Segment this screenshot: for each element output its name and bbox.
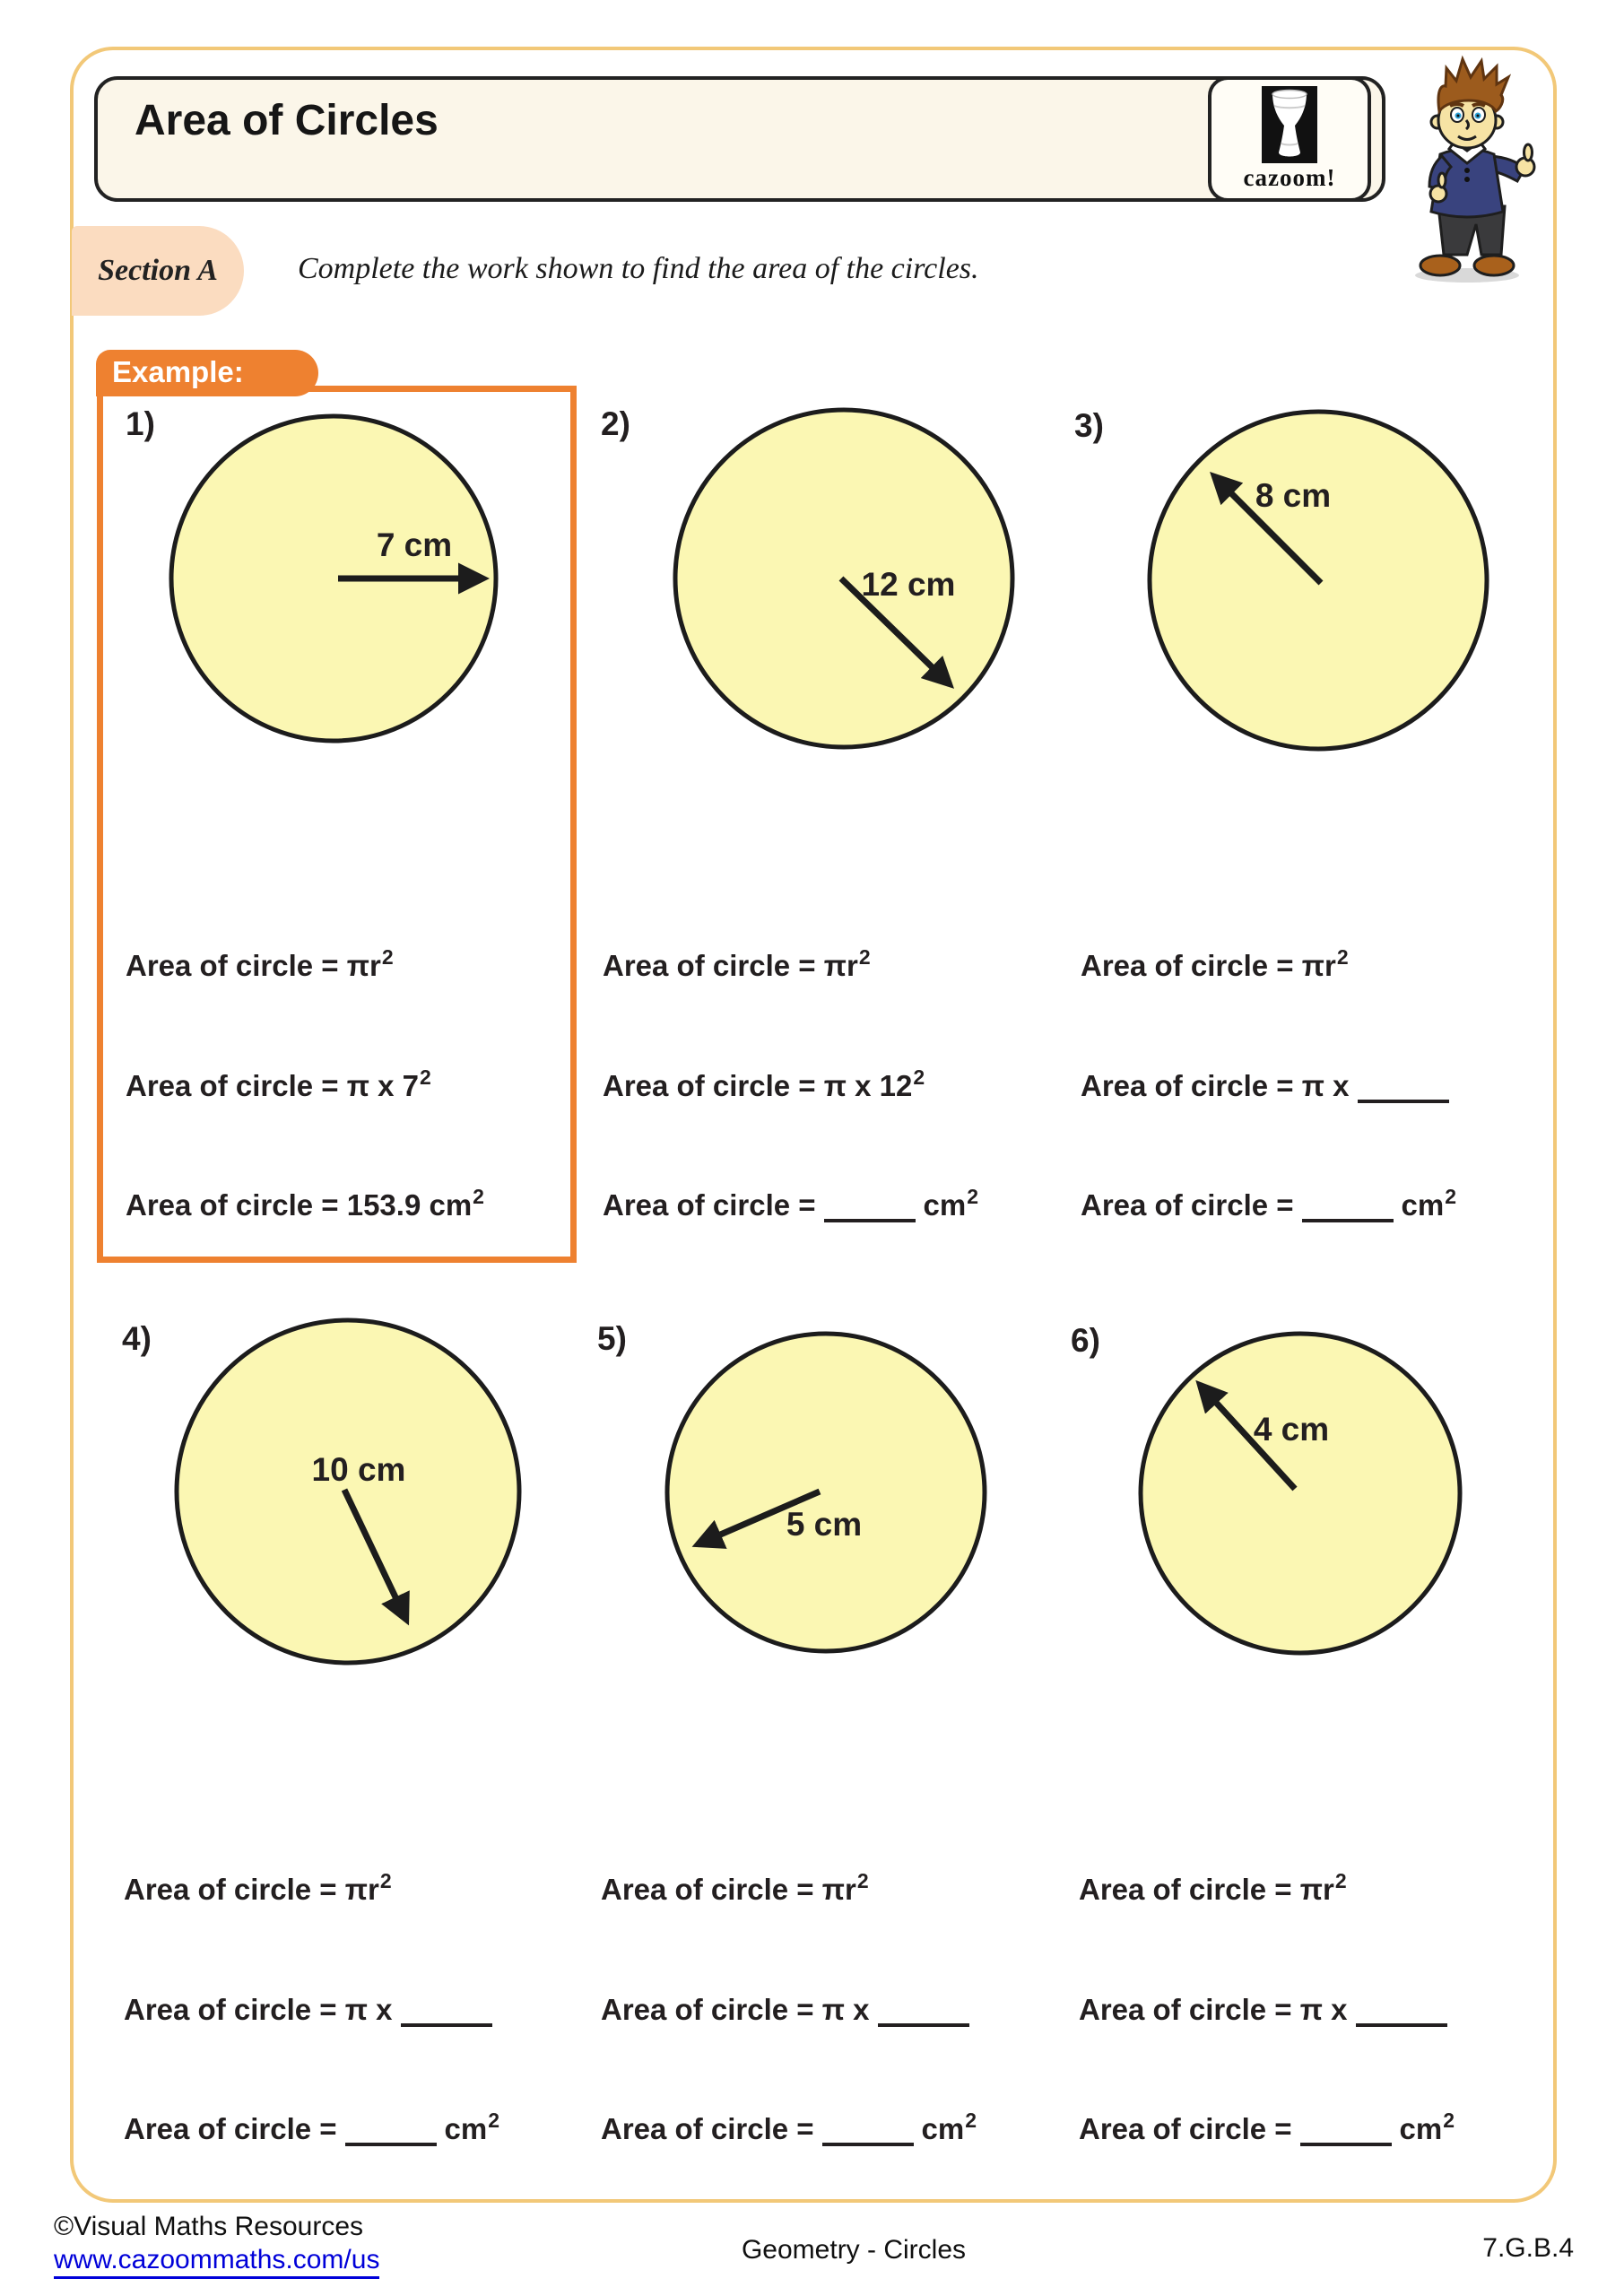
answer-blank [1300, 2116, 1392, 2146]
section-a-label: Section A [98, 254, 218, 287]
problem-6-circle-diagram [1133, 1326, 1467, 1660]
footer-copyright: ©Visual Maths Resources [54, 2212, 364, 2241]
problem-3-radius-label: 8 cm [1255, 477, 1332, 514]
footer-topic-label: Geometry - Circles [741, 2235, 967, 2265]
problem-6-equation-formula: Area of circle = πr2 [1079, 1869, 1347, 1906]
problem-3-circle-diagram [1142, 404, 1494, 756]
answer-blank [878, 1996, 969, 2027]
problem-1-number: 1) [126, 405, 155, 442]
problem-5-equation-formula: Area of circle = πr2 [601, 1869, 869, 1906]
problem-6-equation-answer: Area of circle = cm2 [1079, 2109, 1455, 2145]
problem-2-radius-label: 12 cm [861, 566, 956, 603]
problem-5-number: 5) [597, 1320, 627, 1357]
problem-5-radius-label: 5 cm [786, 1506, 863, 1543]
problem-4-equation-formula: Area of circle = πr2 [124, 1869, 392, 1906]
problem-3-equation-substitution: Area of circle = π x [1081, 1069, 1457, 1103]
problem-6-number: 6) [1071, 1322, 1100, 1359]
djembe-drum-icon [1262, 86, 1317, 163]
example-tab [96, 350, 318, 396]
problem-3-equation-answer: Area of circle = cm2 [1081, 1185, 1457, 1222]
answer-blank [822, 2116, 914, 2146]
problem-5-equation-answer: Area of circle = cm2 [601, 2109, 977, 2145]
problem-4-circle-diagram [169, 1313, 526, 1670]
problem-3-equation-formula: Area of circle = πr2 [1081, 945, 1349, 982]
problem-5-equation-substitution: Area of circle = π x [601, 1993, 977, 2027]
problem-2-circle-diagram [668, 403, 1020, 754]
mascot-boy-illustration [1388, 54, 1545, 285]
section-instruction: Complete the work shown to find the area of the circles. [298, 252, 979, 285]
problem-6-radius-label: 4 cm [1253, 1411, 1330, 1448]
problem-4-number: 4) [122, 1320, 152, 1357]
cazoom-logo [1208, 76, 1371, 202]
example-tab-label: Example: [112, 355, 244, 388]
problem-4-equation-answer: Area of circle = cm2 [124, 2109, 500, 2145]
answer-blank [1358, 1073, 1449, 1103]
problem-1-radius-label: 7 cm [376, 526, 453, 563]
footer-website-link[interactable]: www.cazoommaths.com/us [54, 2245, 379, 2279]
problem-1-equation-formula: Area of circle = πr2 [126, 945, 394, 982]
problem-1-equation-substitution: Area of circle = π x 72 [126, 1065, 431, 1102]
answer-blank [1356, 1996, 1447, 2027]
problem-1-equation-answer: Area of circle = 153.9 cm2 [126, 1185, 484, 1222]
problem-4-radius-label: 10 cm [311, 1451, 406, 1488]
footer-standard-code: 7.G.B.4 [1482, 2233, 1574, 2263]
answer-blank [345, 2116, 437, 2146]
answer-blank [1302, 1192, 1394, 1222]
problem-2-equation-substitution: Area of circle = π x 122 [603, 1065, 925, 1102]
page-title: Area of Circles [135, 97, 439, 144]
problem-2-equation-formula: Area of circle = πr2 [603, 945, 871, 982]
problem-2-equation-answer: Area of circle = cm2 [603, 1185, 979, 1222]
section-a-pill [72, 226, 244, 316]
answer-blank [824, 1192, 916, 1222]
answer-blank [401, 1996, 492, 2027]
cazoom-logo-text: cazoom! [1243, 164, 1336, 191]
problem-2-number: 2) [601, 405, 630, 442]
problem-4-equation-substitution: Area of circle = π x [124, 1993, 500, 2027]
problem-1-circle-diagram [164, 409, 503, 748]
problem-6-equation-substitution: Area of circle = π x [1079, 1993, 1455, 2027]
problem-5-circle-diagram [660, 1326, 992, 1658]
problem-3-number: 3) [1074, 407, 1104, 444]
